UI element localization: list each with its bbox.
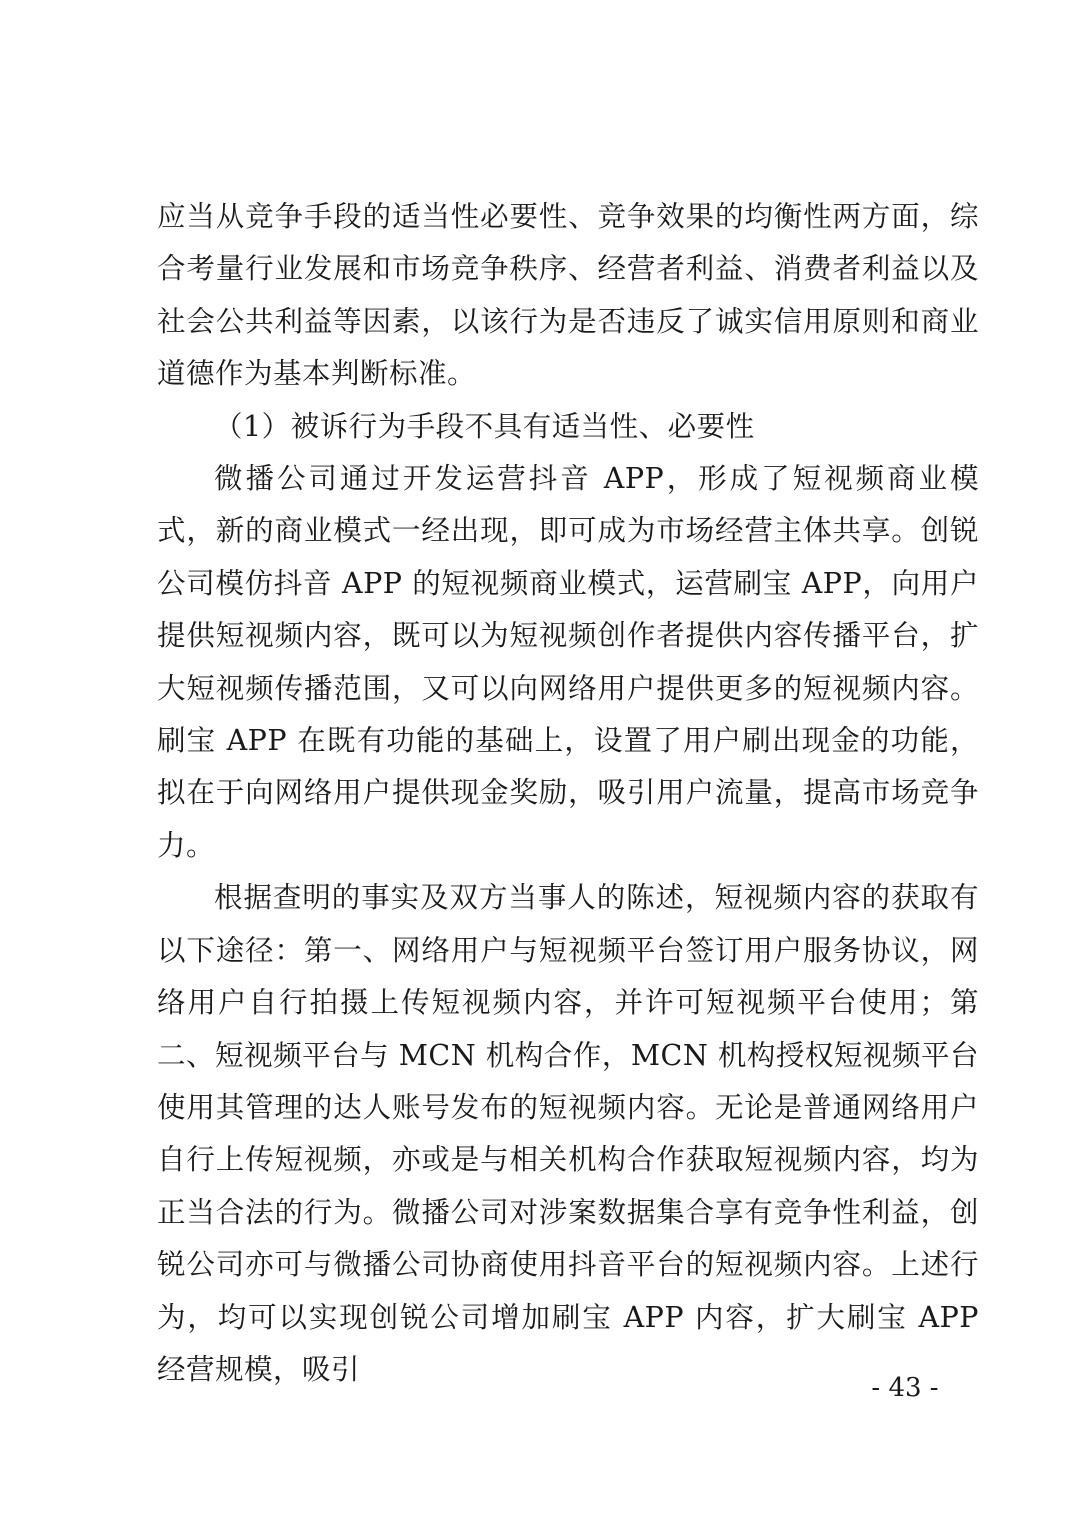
paragraph-continuation: 应当从竞争手段的适当性必要性、竞争效果的均衡性两方面，综合考量行业发展和市场竞争秩序、经营者利益、消费者利益以及社会公共利益等因素，以该行为是否违反了诚实信用原则和商业道德作为基本判断标准。 — [157, 200, 979, 391]
paragraph: 根据查明的事实及双方当事人的陈述，短视频内容的获取有以下途径：第一、网络用户与短视频平台签订用户服务协议，网络用户自行拍摄上传短视频内容，并许可短视频平台使用；第二、短视频平台与 MCN 机构合作，MCN 机构授权短视频平台使用其管理的达人账号发布的短视频内容。无论是普通网络用户自行上传短视频，亦或是与相关机构合作获取短视频内容，均为正当合法的行为。微播公司对涉案数据集合享有竞争性利益，创锐公司亦可与微播公司协商使用抖音平台的短视频内容。上述行为，均可以实现创锐公司增加刷宝 APP 内容，扩大刷宝 APP 经营规模，吸引 — [157, 881, 979, 1386]
section-heading: （1）被诉行为手段不具有适当性、必要性 — [214, 409, 755, 443]
page-number: - 43 - — [871, 1373, 939, 1403]
paragraph: 微播公司通过开发运营抖音 APP，形成了短视频商业模式，新的商业模式一经出现，即可成为市场经营主体共享。创锐公司模仿抖音 APP 的短视频商业模式，运营刷宝 APP，向用户提供短视频内容，既可以为短视频创作者提供内容传播平台，扩大短视频传播范围，又可以向网络用户提供更多的短视频内容。刷宝 APP 在既有功能的基础上，设置了用户刷出现金的功能，拟在于向网络用户提供现金奖励，吸引用户流量，提高市场竞争力。 — [157, 462, 979, 862]
body-text — [157, 191, 979, 1396]
